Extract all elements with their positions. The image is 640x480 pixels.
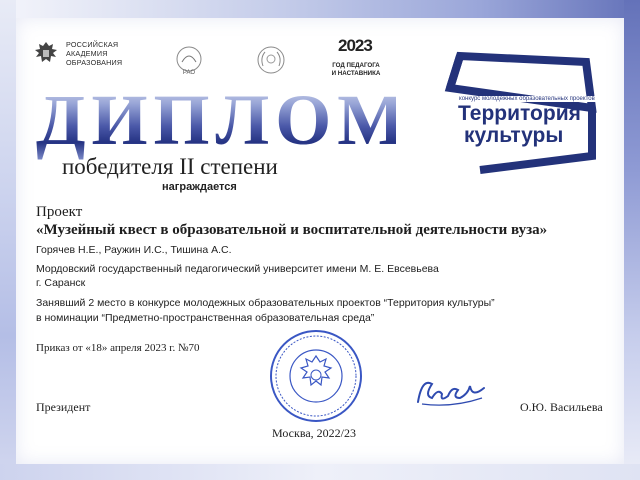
round-seal-icon [170, 44, 208, 82]
order-reference: Приказ от «18» апреля 2023 г. №70 [36, 342, 200, 354]
authors: Горячев Н.Е., Раужин И.С., Тишина А.С. [36, 244, 232, 256]
contest-title-line1: Территория [458, 102, 581, 125]
year-of-teacher-logo [328, 36, 384, 86]
contest-title-line2: культуры [464, 124, 564, 147]
decorative-frame-left [0, 0, 16, 480]
rao-label: РАО [182, 70, 196, 76]
president-label: Президент [36, 400, 91, 414]
signer-name: О.Ю. Васильева [520, 400, 603, 414]
laurel-seal-icon [252, 44, 290, 82]
university: Мордовский государственный педагогический университет имени М. Е. Евсевьева [36, 263, 439, 275]
city-and-year: Москва, 2022/23 [272, 426, 356, 440]
decorative-frame-top [0, 0, 640, 18]
awarded-label: награждается [162, 181, 237, 193]
place-text-line2: в номинации “Предметно-пространственная образовательная среда” [36, 312, 375, 324]
territory-of-culture-logo [420, 48, 610, 178]
year-number: 2023 [338, 36, 372, 55]
official-stamp-icon [268, 328, 364, 424]
decorative-frame-bottom [0, 464, 640, 480]
rao-logo [170, 44, 208, 82]
city: г. Саранск [36, 277, 86, 289]
winner-degree: победителя II степени [62, 154, 278, 179]
year-logo-caption: ГОД ПЕДАГОГА И НАСТАВНИКА [331, 62, 381, 77]
signature-icon [412, 372, 492, 412]
diploma-title: ДИПЛОМ [36, 80, 412, 160]
project-name: «Музейный квест в образовательной и воспитательной деятельности вуза» [36, 222, 548, 238]
decorative-frame-right [624, 0, 640, 480]
contest-tagline: конкурс молодежных образовательных проектов [459, 96, 595, 102]
academy-name: РОССИЙСКАЯ АКАДЕМИЯ ОБРАЗОВАНИЯ [66, 40, 123, 67]
academy-logo [22, 34, 132, 82]
place-text-line1: Занявший 2 место в конкурсе молодежных образовательных проектов “Территория культуры” [36, 297, 495, 309]
partner-logo [252, 44, 290, 82]
double-headed-eagle-icon [30, 38, 62, 70]
project-label: Проект [36, 204, 83, 220]
